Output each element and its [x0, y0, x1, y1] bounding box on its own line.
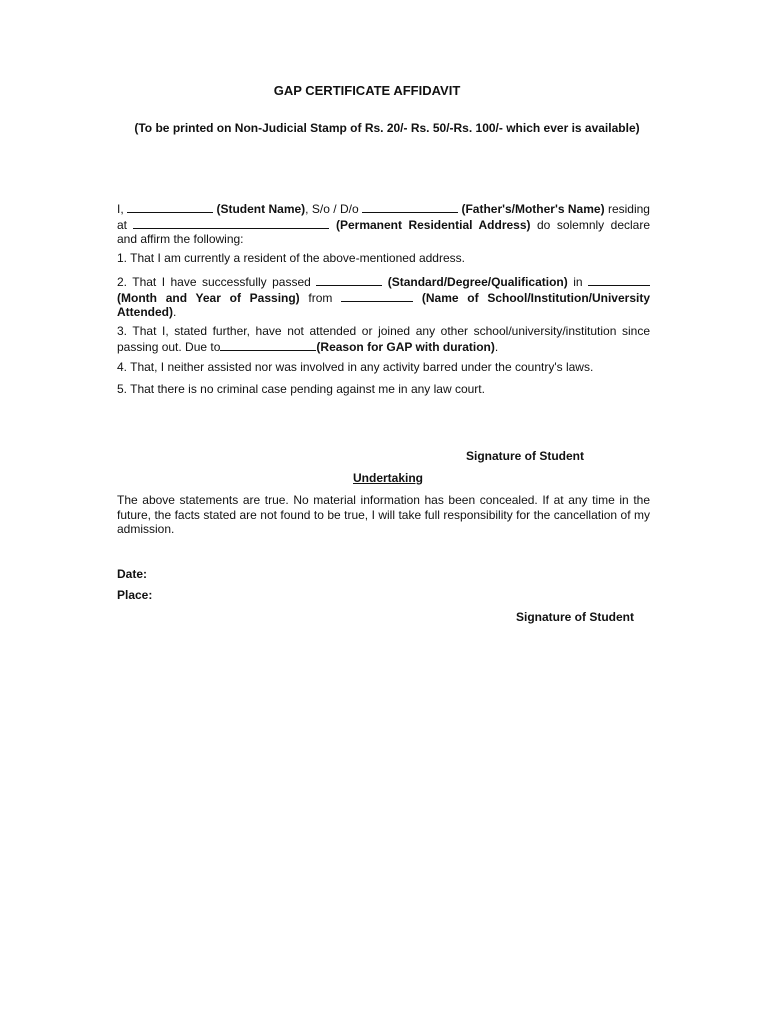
date-label: Date: — [117, 567, 148, 581]
qualification-blank — [316, 274, 382, 286]
item-2-text-3: from — [299, 290, 342, 305]
student-name-label: (Student Name) — [216, 202, 306, 216]
stamp-instruction: (To be printed on Non-Judicial Stamp of Rs. 20/- Rs. 50/-Rs. 100/- which ever is available) — [134, 121, 640, 135]
address-label: (Permanent Residential Address) — [335, 217, 531, 232]
item-2-text-2: in — [567, 275, 588, 289]
declaration-item-3 — [117, 324, 650, 354]
item-1-text: 1. That I am currently a resident of the above-mentioned address. — [117, 251, 465, 265]
student-name-blank — [127, 201, 213, 213]
intro-text-4: do solemnly declare and affirm the following: — [117, 217, 651, 246]
document-title: GAP CERTIFICATE AFFIDAVIT — [273, 83, 461, 98]
item-5-text: 5. That there is no criminal case pending against me in any law court. — [117, 382, 485, 396]
declaration-item-4 — [117, 360, 650, 375]
item-4-text: 4. That, I neither assisted nor was involved in any activity barred under the country's laws. — [117, 360, 594, 374]
undertaking-text: The above statements are true. No material information has been concealed. If at any time in the future, the facts stated are not found to be true, I will take full responsibility for the cancellation of my admission. — [117, 493, 650, 536]
declaration-item-1 — [117, 251, 650, 266]
item-3-text-2: . — [494, 339, 499, 354]
parent-name-label: (Father's/Mother's Name) — [461, 202, 605, 216]
undertaking-paragraph — [117, 493, 650, 537]
intro-paragraph — [117, 201, 650, 247]
intro-text-1: I, — [117, 202, 128, 216]
month-year-blank — [588, 274, 650, 286]
student-signature-label-1: Signature of Student — [466, 449, 584, 463]
school-label: (Name of School/Institution/University Attended) — [117, 290, 651, 319]
item-2-text-1: 2. That I have successfully passed — [117, 275, 317, 289]
student-signature-label-2: Signature of Student — [516, 610, 634, 624]
parent-name-blank — [362, 201, 458, 213]
item-3-text-1: 3. That I, stated further, have not attended or joined any other school/university/institution since passing out. Due to — [117, 324, 650, 354]
place-label: Place: — [117, 588, 153, 602]
school-blank — [341, 290, 413, 302]
qualification-label: (Standard/Degree/Qualification) — [387, 275, 568, 289]
intro-text-2: , S/o / D/o — [305, 202, 363, 216]
reason-blank — [220, 339, 316, 351]
reason-label: (Reason for GAP with duration) — [316, 339, 495, 354]
undertaking-heading: Undertaking — [353, 471, 424, 485]
declaration-item-2 — [117, 274, 650, 320]
intro-text-3: residing at — [117, 202, 650, 232]
item-2-text-4: . — [173, 305, 177, 319]
month-year-label: (Month and Year of Passing) — [117, 290, 300, 305]
declaration-item-5 — [117, 382, 650, 397]
address-blank — [133, 217, 329, 229]
